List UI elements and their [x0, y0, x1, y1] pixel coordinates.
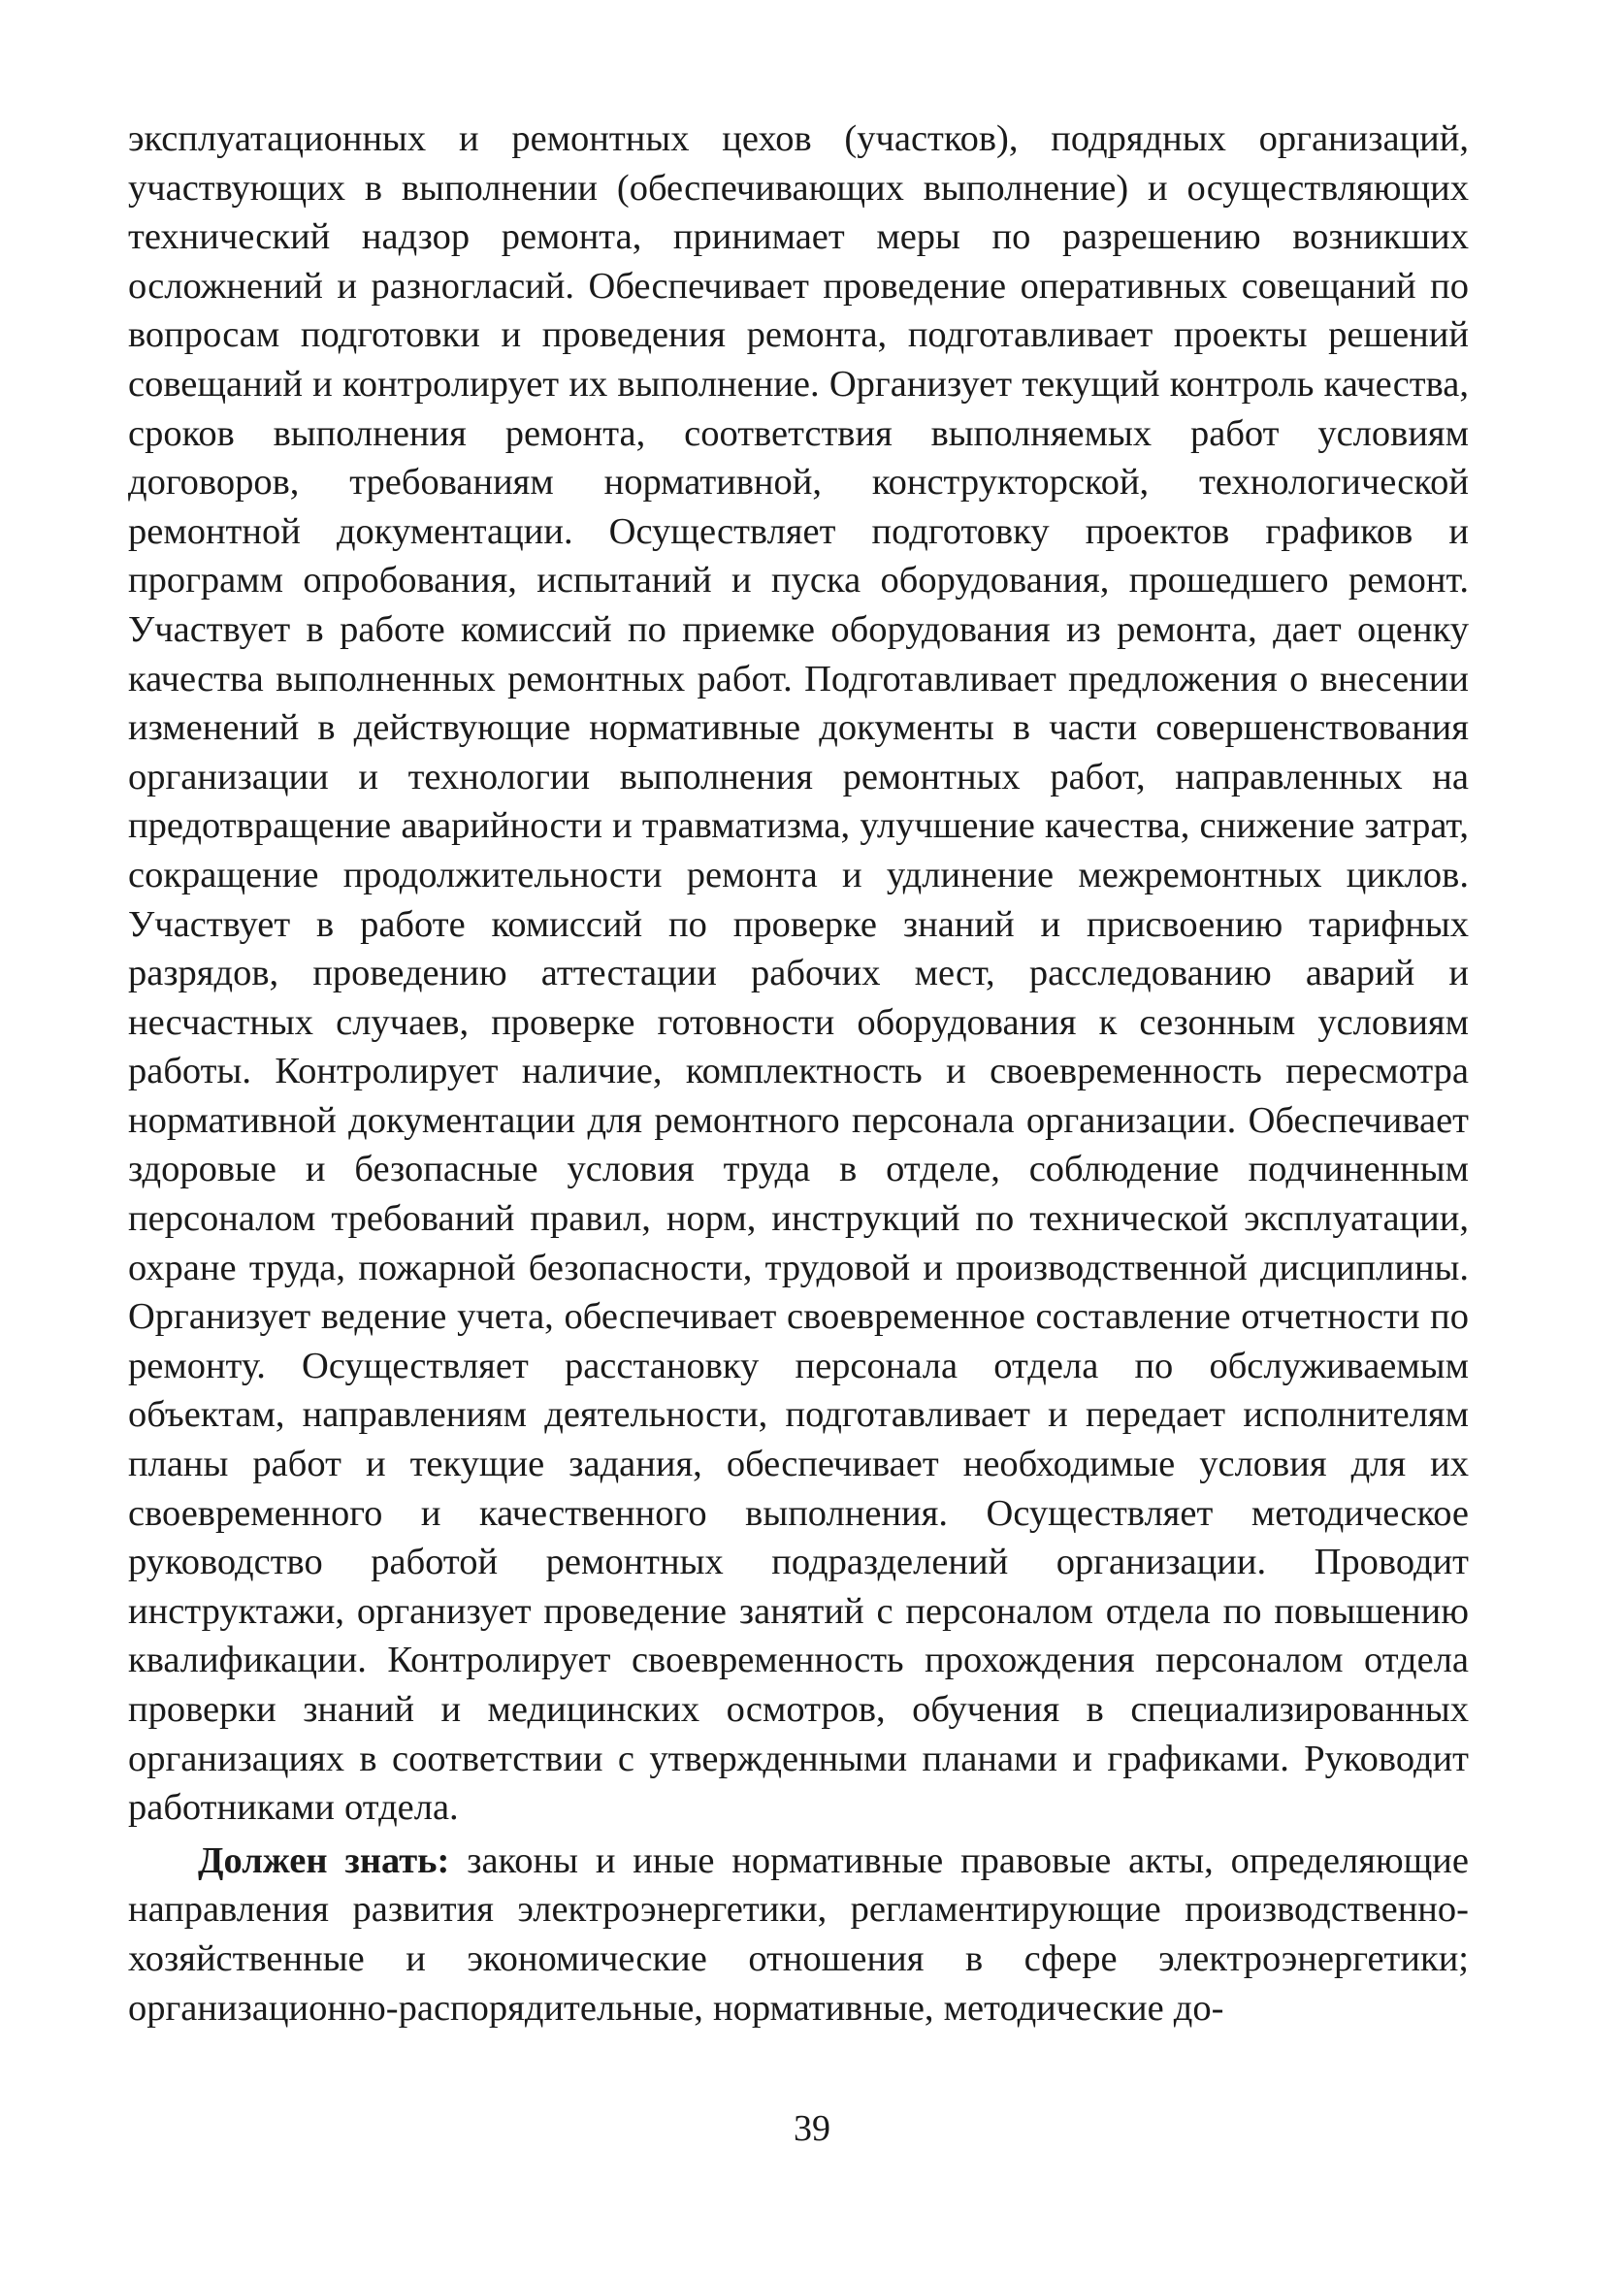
page-number: 39 [794, 2108, 830, 2149]
body-paragraph-duties: эксплуатационных и ремонтных цехов (участков), подрядных организаций, участвующих в выполнении (обеспечивающих выполнение) и осуществляющих технический надзор ремонта, принимает меры по разрешению возникших осложнений и разногласий. Обеспечивает проведение оперативных совещаний по вопросам подготовки и проведения ремонта, подготавливает проекты решений совещаний и контролирует их выполнение. Организует текущий контроль качества, сроков выполнения ремонта, соответствия выполняемых работ условиям договоров, требованиям нормативной, конструкторской, технологической ремонтной документации. Осуществляет подготовку проектов графиков и программ опробования, испытаний и пуска оборудования, прошедшего ремонт. Участвует в работе комиссий по приемке оборудования из ремонта, дает оценку качества выполненных ремонтных работ. Подготавливает предложения о внесении изменений в действующие нормативные документы в части совершенствования организации и технологии выполнения ремонтных работ, направленных на предотвращение аварийности и травматизма, улучшение качества, снижение затрат, сокращение продолжительности ремонта и удлинение межремонтных циклов. Участвует в работе комиссий по проверке знаний и присвоению тарифных разрядов, проведению аттестации рабочих мест, расследованию аварий и несчастных случаев, проверке готовности оборудования к сезонным условиям работы. Контролирует наличие, комплектность и своевременность пересмотра нормативной документации для ремонтного персонала организации. Обеспечивает здоровые и безопасные условия труда в отделе, соблюдение подчиненным персоналом требований правил, норм, инструкций по технической эксплуатации, охране труда, пожарной безопасности, трудовой и производственной дисциплины. Организует ведение учета, обеспечивает своевременное составление отчетности по ремонту. Осуществляет расстановку персонала отдела по обслуживаемым объектам, направлениям деятельности, подготавливает и передает исполнителям планы работ и текущие задания, обеспечивает необходимые условия для их своевременного и качественного выполнения. Осуществляет методическое руководство работой ремонтных подразделений организации. Проводит инструктажи, организует проведение занятий с персоналом отдела по повышению квалификации. Контролирует своевременность прохождения персоналом отдела проверки знаний и медицинских осмотров, обучения в специализированных организациях в соответствии с утвержденными планами и графиками. Руководит работниками отдела. [128, 118, 1469, 1829]
document-page [128, 114, 1469, 2033]
body-paragraph-must-know [128, 1837, 1469, 2033]
paragraph-body-text: законы и иные нормативные правовые акты, определяющие направления развития электроэнергетики, регламентирующие производственно-хозяйственные и экономические отношения в сфере электроэнергетики; организационно-распорядительные, нормативные, методические до- [128, 1839, 1469, 2029]
paragraph-lead-heading: Должен знать: [198, 1839, 450, 1881]
